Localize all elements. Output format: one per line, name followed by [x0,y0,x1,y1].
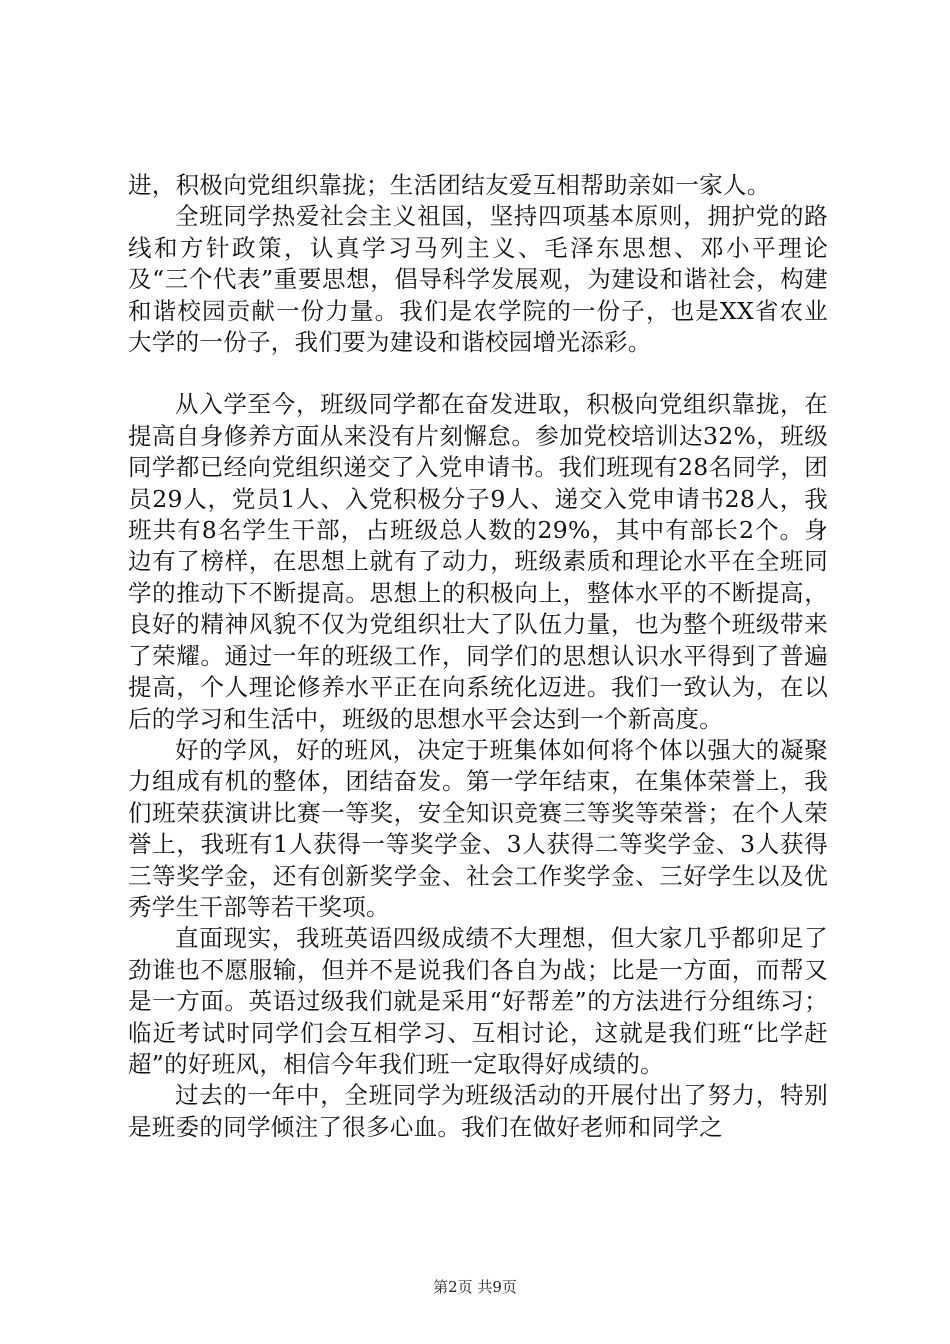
paragraph-party-progress: 从入学至今，班级同学都在奋发进取，积极向党组织靠拢，在提高自身修养方面从来没有片刻懈怠。参加党校培训达32%，班级同学都已经向党组织递交了入党申请书。我们班现有28名同学，团员29人，党员1人、入党积极分子9人、递交入党申请书28人，我班共有8名学生干部，占班级总人数的29%，其中有部长2个。身边有了榜样，在思想上就有了动力，班级素质和理论水平在全班同学的推动下不断提高。思想上的积极向上，整体水平的不断提高，良好的精神风貌不仅为党组织壮大了队伍力量，也为整个班级带来了荣耀。通过一年的班级工作，同学们的思想认识水平得到了普遍提高，个人理论修养水平正在向系统化迈进。我们一致认为，在以后的学习和生活中，班级的思想水平会达到一个新高度。 [128,390,828,733]
paragraph-class-activities: 过去的一年中，全班同学为班级活动的开展付出了努力，特别是班委的同学倾注了很多心血。我们在做好老师和同学之 [128,1081,828,1141]
document-body [128,170,828,1143]
paragraph-english-exam: 直面现实，我班英语四级成绩不大理想，但大家几乎都卯足了劲谁也不愿服输，但并不是说我们各自为战；比是一方面，而帮又是一方面。英语过级我们就是采用“好帮差”的方法进行分组练习；临近考试时同学们会互相学习、互相讨论，这就是我们班“比学赶超”的好班风，相信今年我们班一定取得好成绩的。 [128,924,828,1078]
paragraph-study-style: 好的学风，好的班风，决定于班集体如何将个体以强大的凝聚力组成有机的整体，团结奋发。第一学年结束，在集体荣誉上，我们班荣获演讲比赛一等奖，安全知识竞赛三等奖等荣誉；在个人荣誉上，我班有1人获得一等奖学金、3人获得二等奖学金、3人获得三等奖学金，还有创新奖学金、社会工作奖学金、三好学生以及优秀学生干部等若干奖项。 [128,735,828,921]
paragraph-patriotism: 全班同学热爱社会主义祖国，坚持四项基本原则，拥护党的路线和方针政策，认真学习马列主义、毛泽东思想、邓小平理论及“三个代表”重要思想，倡导科学发展观，为建设和谐社会，构建和谐校园贡献一份力量。我们是农学院的一份子，也是XX省农业大学的一份子，我们要为建设和谐校园增光添彩。 [128,202,828,357]
paragraph-continuation: 进，积极向党组织靠拢；生活团结友爱互相帮助亲如一家人。 [128,171,771,199]
page-number-footer: 第2页 共9页 [433,1278,517,1296]
